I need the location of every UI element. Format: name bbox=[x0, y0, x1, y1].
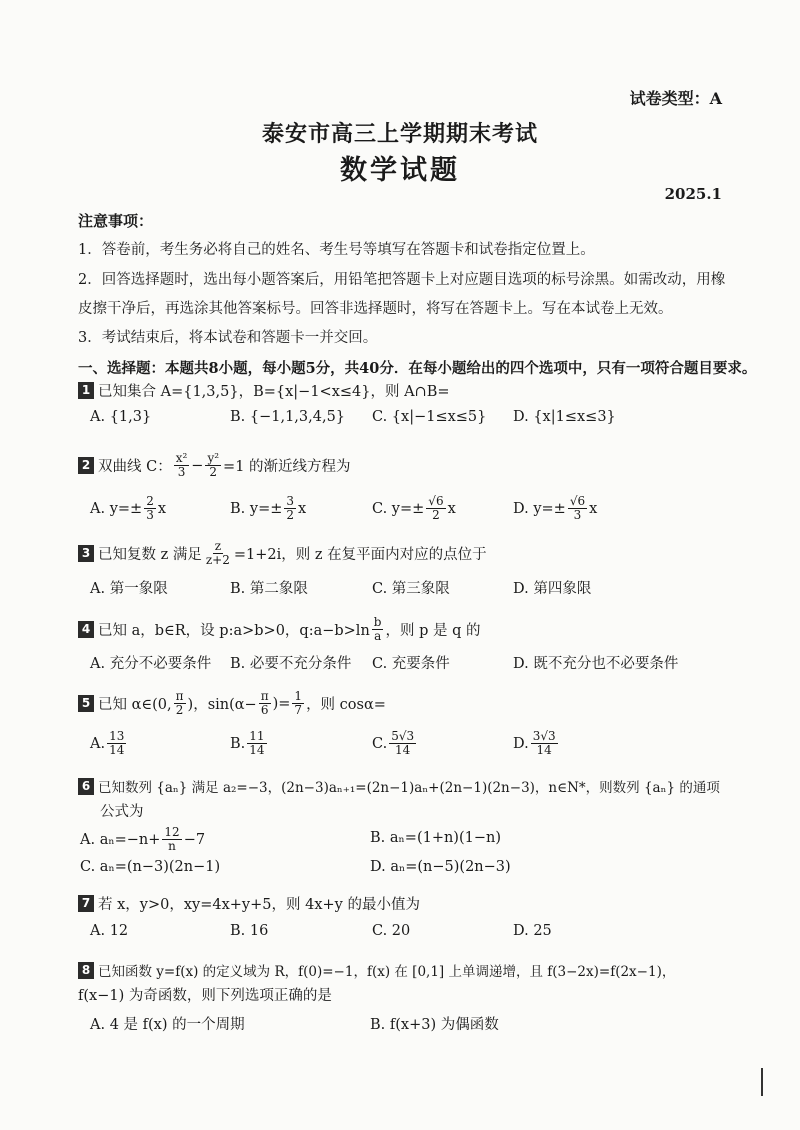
question-stem: 已知 a，b∈R，设 p:a>b>0，q:a−b>ln bbox=[98, 623, 370, 639]
question-number: 8 bbox=[78, 962, 94, 979]
question-6-continued: 公式为 bbox=[100, 804, 144, 820]
question-8-continued: f(x−1) 为奇函数，则下列选项正确的是 bbox=[78, 988, 332, 1004]
question-number: 1 bbox=[78, 382, 94, 399]
paper-type-label: 试卷类型：A bbox=[629, 89, 722, 108]
q5-option-a: A. $\frac{13}{14}$ bbox=[90, 729, 125, 757]
q7-option-a: A. 12 bbox=[90, 923, 129, 939]
question-stem: 双曲线 C： bbox=[98, 459, 172, 475]
question-number: 5 bbox=[78, 695, 94, 712]
question-number: 4 bbox=[78, 621, 94, 638]
q8-option-b: B. f(x+3) 为偶函数 bbox=[370, 1017, 499, 1033]
q2-option-b: B. y=± $\frac{3}{2}$ x bbox=[230, 494, 307, 522]
fraction: $\frac{\pi}{2}$ bbox=[175, 689, 184, 717]
q4-option-b: B. 必要不充分条件 bbox=[230, 656, 352, 672]
exam-date: 2025.1 bbox=[664, 185, 722, 203]
q1-option-d: D. {x|1≤x≤3} bbox=[513, 409, 616, 425]
q5-option-c: C. $\frac{5√3}{14}$ bbox=[372, 729, 415, 757]
exam-title: 泰安市高三上学期期末考试 bbox=[261, 121, 538, 147]
fraction: $\frac{b}{a}$ bbox=[373, 615, 382, 643]
q4-option-c: C. 充要条件 bbox=[372, 656, 450, 672]
q5-option-b: B. $\frac{11}{14}$ bbox=[230, 729, 265, 757]
page-edge-mark bbox=[761, 1068, 763, 1096]
question-stem: 已知复数 z 满足 bbox=[98, 547, 202, 563]
q6-option-c: C. aₙ=(n−3)(2n−1) bbox=[80, 859, 221, 875]
fraction: $\frac{\pi}{6}$ bbox=[260, 689, 269, 717]
q7-option-b: B. 16 bbox=[230, 923, 269, 939]
notice-heading: 注意事项： bbox=[78, 212, 154, 230]
q1-option-a: A. {1,3} bbox=[90, 409, 152, 425]
q2-option-c: C. y=± $\frac{√6}{2}$ x bbox=[372, 494, 456, 522]
question-stem: 已知集合 A={1,3,5}，B={x|−1<x≤4}，则 A∩B= bbox=[98, 384, 450, 400]
notice-item-3: 3．考试结束后，将本试卷和答题卡一并交回。 bbox=[78, 330, 378, 346]
question-2: 2 双曲线 C： $\frac{\text{x²}}{3}$ − $\frac{\text{y²}}{2}$ =1 的渐近线方程为 bbox=[78, 452, 351, 479]
q5-option-d: D. $\frac{3√3}{14}$ bbox=[513, 729, 556, 757]
fraction: $\frac{1}{7}$ bbox=[294, 689, 303, 717]
question-stem: 已知数列 {aₙ} 满足 a₂=−3，(2n−3)aₙ₊₁=(2n−1)aₙ+(2n−1)(2n−3)，n∈N*，则数列 {aₙ} 的通项 bbox=[98, 780, 720, 796]
q8-option-a: A. 4 是 f(x) 的一个周期 bbox=[90, 1017, 245, 1033]
question-4: 4 已知 a，b∈R，设 p:a>b>0，q:a−b>ln $\frac{b}{a}$ ，则 p 是 q 的 bbox=[78, 616, 481, 643]
notice-item-1: 1．答卷前，考生务必将自己的姓名、考生号等填写在答题卡和试卷指定位置上。 bbox=[78, 242, 595, 258]
question-8 bbox=[78, 960, 675, 980]
fraction: $\frac{z}{z+2}$ bbox=[205, 539, 230, 567]
q3-option-c: C. 第三象限 bbox=[372, 581, 450, 597]
q2-option-d: D. y=± $\frac{√6}{3}$ x bbox=[513, 494, 598, 522]
question-1 bbox=[78, 380, 450, 401]
section-heading: 一、选择题：本题共8小题，每小题5分，共40分．在每小题给出的四个选项中，只有一项符合题目要求。 bbox=[78, 360, 757, 377]
q7-option-c: C. 20 bbox=[372, 923, 411, 939]
question-5: 5 已知 α∈(0, $\frac{\pi}{2}$ )，sin(α− $\frac{\pi}{6}$ )= $\frac{1}{7}$ ，则 cosα= bbox=[78, 690, 386, 717]
q6-option-a: A. aₙ=−n+ $\frac{12}{n}$ −7 bbox=[80, 825, 206, 853]
subject-title: 数学试题 bbox=[340, 155, 460, 186]
question-number: 3 bbox=[78, 545, 94, 562]
q4-option-a: A. 充分不必要条件 bbox=[90, 656, 212, 672]
q6-option-d: D. aₙ=(n−5)(2n−3) bbox=[370, 859, 511, 875]
q1-option-b: B. {−1,1,3,4,5} bbox=[230, 409, 346, 425]
q3-option-a: A. 第一象限 bbox=[90, 581, 168, 597]
question-number: 2 bbox=[78, 457, 94, 474]
question-stem: 已知函数 y=f(x) 的定义域为 R，f(0)=−1，f(x) 在 [0,1] 上单调递增，且 f(3−2x)=f(2x−1)， bbox=[98, 964, 676, 980]
q7-option-d: D. 25 bbox=[513, 923, 552, 939]
question-number: 7 bbox=[78, 895, 94, 912]
notice-item-2a: 2．回答选择题时，选出每小题答案后，用铅笔把答题卡上对应题目选项的标号涂黑。如需改动，用橡 bbox=[78, 272, 726, 288]
question-stem: 若 x，y>0，xy=4x+y+5，则 4x+y 的最小值为 bbox=[98, 897, 420, 913]
q1-option-c: C. {x|−1≤x≤5} bbox=[372, 409, 487, 425]
question-number: 6 bbox=[78, 778, 94, 795]
question-6 bbox=[78, 776, 720, 796]
q3-option-d: D. 第四象限 bbox=[513, 581, 592, 597]
question-3: 3 已知复数 z 满足 $\frac{z}{z+2}$ =1+2i，则 z 在复平面内对应的点位于 bbox=[78, 540, 487, 567]
q6-option-b: B. aₙ=(1+n)(1−n) bbox=[370, 830, 501, 846]
question-stem: 已知 α∈(0, bbox=[98, 697, 172, 713]
q2-option-a: A. y=± $\frac{2}{3}$ x bbox=[90, 494, 167, 522]
question-7 bbox=[78, 893, 420, 914]
fraction: $\frac{\text{x²}}{3}$ bbox=[175, 451, 188, 479]
q4-option-d: D. 既不充分也不必要条件 bbox=[513, 656, 679, 672]
q3-option-b: B. 第二象限 bbox=[230, 581, 308, 597]
notice-item-2b: 皮擦干净后，再选涂其他答案标号。回答非选择题时，将写在答题卡上。写在本试卷上无效。 bbox=[78, 301, 673, 317]
fraction: $\frac{\text{y²}}{2}$ bbox=[207, 451, 220, 479]
